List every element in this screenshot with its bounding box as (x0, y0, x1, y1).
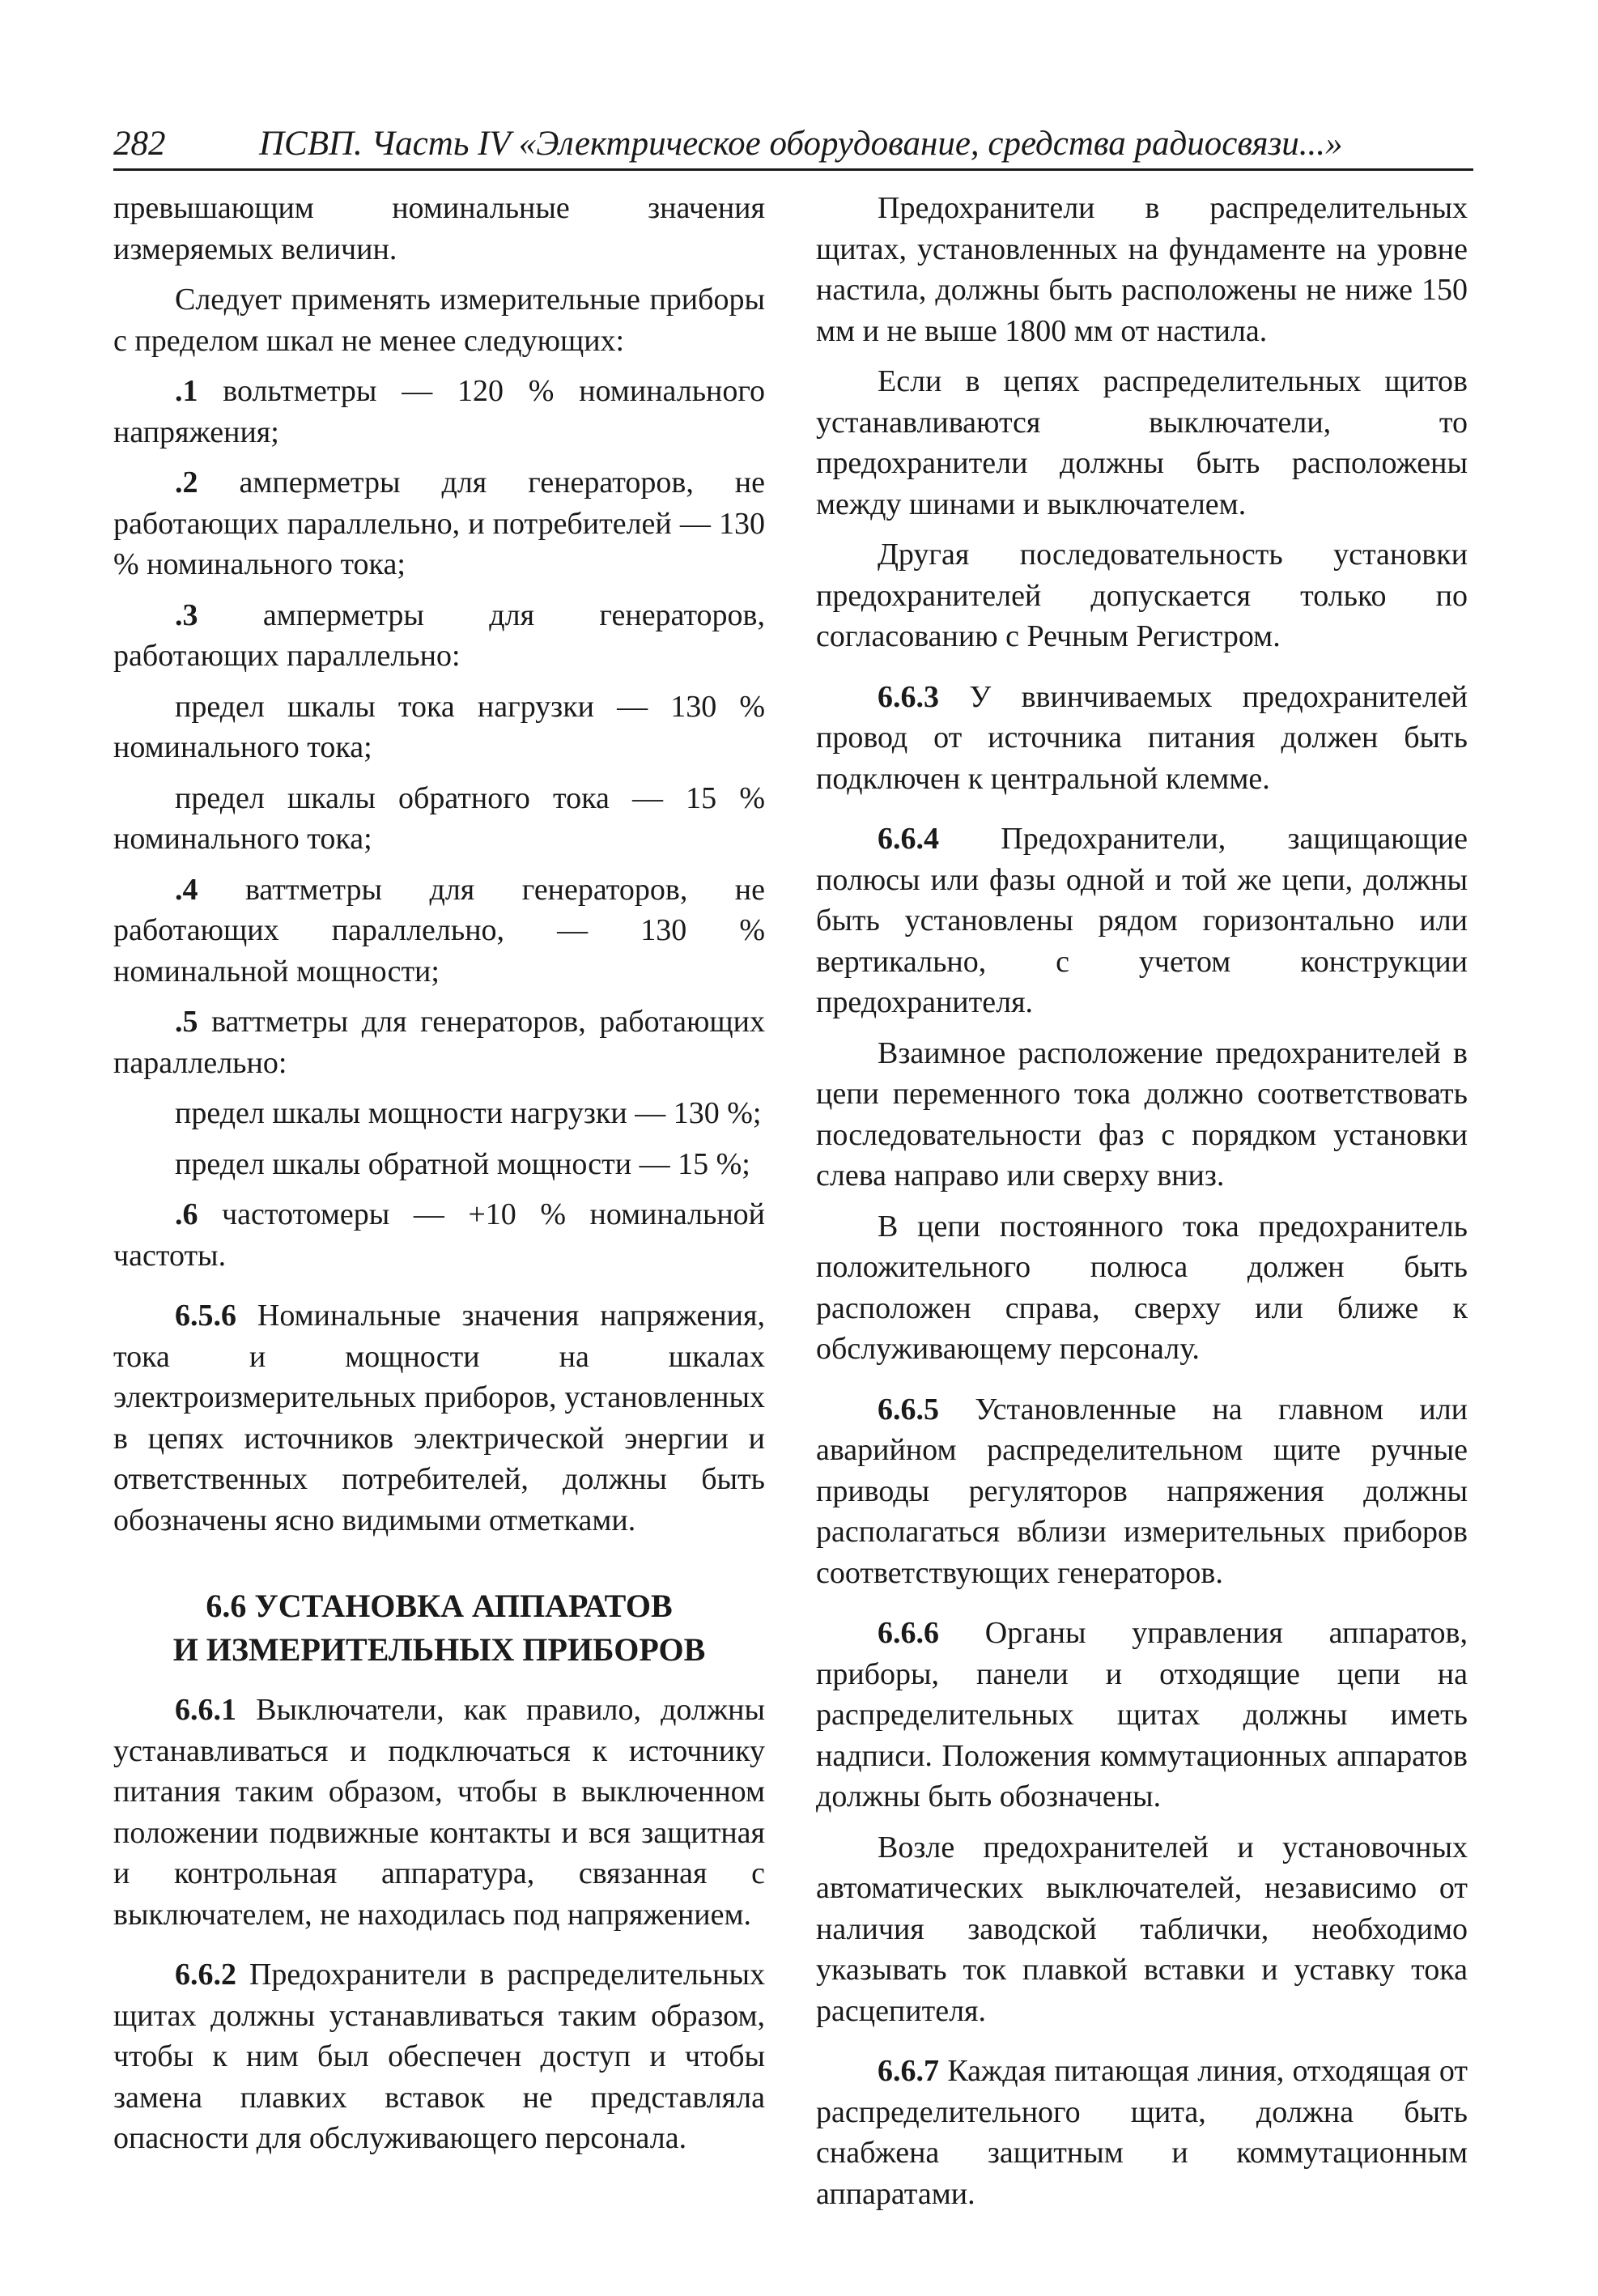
list-item (113, 870, 765, 993)
item-text: частотомеры — +10 % номинальной частоты. (113, 1197, 765, 1273)
clause-text: Органы управления аппаратов, приборы, панели и отходящие цепи на распределительных щитах должны иметь надписи. Положения коммутационных аппаратов должны быть обозначены. (816, 1616, 1468, 1813)
header-title: ПСВП. Часть IV «Электрическое оборудование, средства радиосвязи...» (259, 125, 1343, 163)
right-column (816, 188, 1468, 2224)
heading-line: 6.6 УСТАНОВКА АППАРАТОВ (206, 1588, 673, 1624)
item-text: ваттметры для генераторов, не работающих параллельно, — 130 % номинальной мощности; (113, 872, 765, 989)
list-item (113, 1001, 765, 1083)
item-text: ваттметры для генераторов, работающих параллельно: (113, 1005, 765, 1080)
paragraph: Если в цепях распределительных щитов устанавливаются выключатели, то предохранители должны быть расположены между шинами и выключателем. (816, 364, 1468, 521)
clause-number: 6.6.6 (878, 1616, 939, 1650)
sub-item: предел шкалы тока нагрузки — 130 % номинального тока; (113, 689, 765, 764)
item-number: .3 (175, 597, 198, 632)
running-header (113, 121, 1473, 171)
left-column (113, 188, 765, 2169)
paragraph: Следует применять измерительные приборы с пределом шкал не менее следующих: (113, 283, 765, 358)
clause-6-6-5 (816, 1389, 1468, 1594)
clause-6-6-6 (816, 1613, 1468, 1818)
clause-number: 6.5.6 (175, 1299, 236, 1333)
item-number: .5 (175, 1005, 198, 1039)
list-item (113, 1194, 765, 1276)
sub-item: предел шкалы обратной мощности — 15 %; (175, 1146, 750, 1181)
clause-6-6-1 (113, 1690, 765, 1935)
sub-item: предел шкалы мощности нагрузки — 130 %; (175, 1096, 762, 1130)
item-number: .1 (175, 374, 198, 408)
item-number: .6 (175, 1197, 198, 1231)
clause-number: 6.6.7 (878, 2054, 939, 2088)
clause-text: Установленные на главном или аварийном распределительном щите ручные приводы регуляторов напряжения должны располагаться вблизи измерительных приборов соответствующих генераторов. (816, 1392, 1468, 1590)
clause-6-6-3 (816, 677, 1468, 800)
item-text: амперметры для генераторов, работающих параллельно: (113, 597, 765, 673)
item-text: вольтметры — 120 % номинального напряжения; (113, 374, 765, 449)
paragraph: Другая последовательность установки предохранителей допускается только по согласованию с Речным Регистром. (816, 538, 1468, 653)
sub-item: предел шкалы обратного тока — 15 % номинального тока; (113, 780, 765, 856)
list-item (113, 462, 765, 585)
item-number: .2 (175, 466, 198, 500)
item-text: амперметры для генераторов, не работающих параллельно, и потребителей — 130 % номинального тока; (113, 466, 765, 581)
clause-6-6-7 (816, 2051, 1468, 2214)
list-item (113, 371, 765, 453)
paragraph: превышающим номинальные значения измеряемых величин. (113, 191, 765, 266)
clause-text: Предохранители, защищающие полюсы или фазы одной и той же цепи, должны быть установлены рядом горизонтально или вертикально, с учетом конструкции предохранителя. (816, 822, 1468, 1019)
item-number: .4 (175, 872, 198, 907)
clause-6-6-4 (816, 818, 1468, 1023)
clause-text: Выключатели, как правило, должны устанавливаться и подключаться к источнику питания таким образом, чтобы в выключенном положении подвижные контакты и вся защитная и контрольная аппаратура, связанная с выключателем, не находилась под напряжением. (113, 1693, 765, 1932)
clause-6-5-6 (113, 1295, 765, 1541)
page-number: 282 (113, 125, 166, 163)
list-item (113, 595, 765, 677)
paragraph: Предохранители в распределительных щитах, установленных на фундаменте на уровне настила, должны быть расположены не ниже 150 мм и не выше 1800 мм от настила. (816, 191, 1468, 348)
section-heading (113, 1584, 765, 1672)
clause-number: 6.6.1 (175, 1693, 236, 1727)
clause-number: 6.6.5 (878, 1392, 939, 1426)
clause-text: Каждая питающая линия, отходящая от распределительного щита, должна быть снабжена защитным и коммутационным аппаратами. (816, 2054, 1468, 2211)
clause-6-6-2 (113, 1954, 765, 2159)
paragraph: Взаимное расположение предохранителей в цепи переменного тока должно соответствовать последовательности фаз с порядком установки слева направо или сверху вниз. (816, 1035, 1468, 1193)
clause-number: 6.6.2 (175, 1958, 236, 1992)
clause-number: 6.6.3 (878, 679, 939, 714)
clause-text: У ввинчиваемых предохранителей провод от источника питания должен быть подключен к центральной клемме. (816, 679, 1468, 796)
clause-text: Номинальные значения напряжения, тока и мощности на шкалах электроизмерительных приборов, установленных в цепях источников электрической энергии и ответственных потребителей, должны быть обозначены ясно видимыми отметками. (113, 1299, 765, 1537)
paragraph: Возле предохранителей и установочных автоматических выключателей, независимо от наличия заводской таблички, необходимо указывать ток плавкой вставки и уставку тока расцепителя. (816, 1830, 1468, 2028)
heading-line: И ИЗМЕРИТЕЛЬНЫХ ПРИБОРОВ (172, 1631, 706, 1668)
clause-number: 6.6.4 (878, 822, 939, 856)
paragraph: В цепи постоянного тока предохранитель положительного полюса должен быть расположен справа, сверху или ближе к обслуживающему персоналу. (816, 1209, 1468, 1366)
clause-text: Предохранители в распределительных щитах должны устанавливаться таким образом, чтобы к ним был обеспечен доступ и чтобы замена плавких вставок не представляла опасности для обслуживающего персонала. (113, 1958, 765, 2155)
